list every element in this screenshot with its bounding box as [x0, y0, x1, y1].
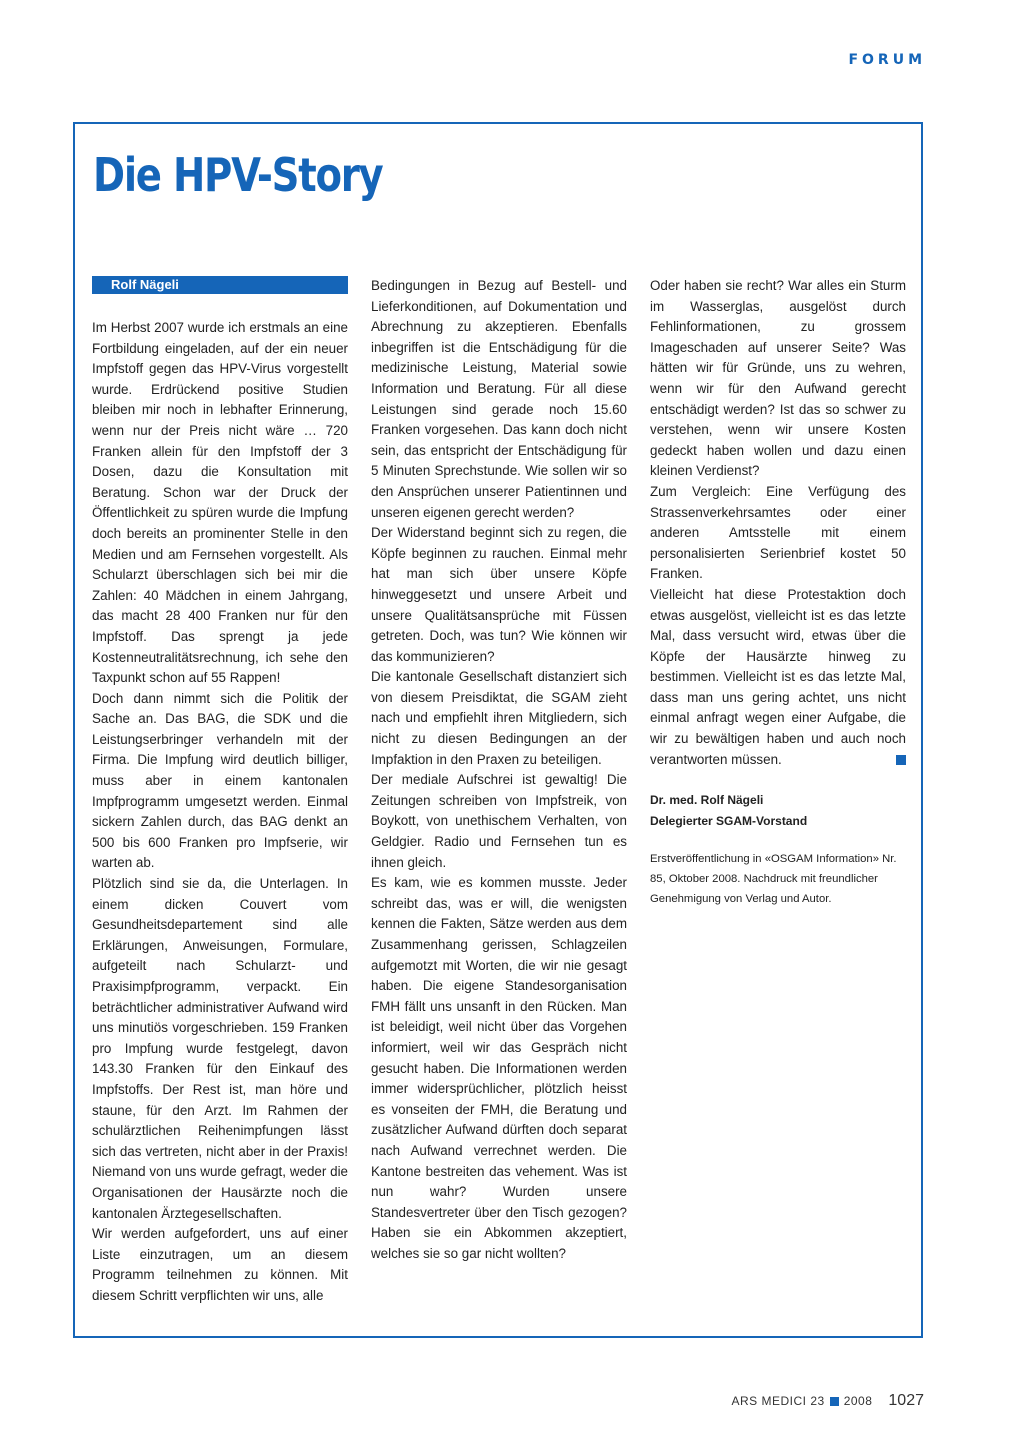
paragraph: Der Widerstand beginnt sich zu regen, die Köpfe beginnen zu rauchen. Einmal mehr hat man sich über unsere Köpfe hinweggesetzt und unsere Arbeit und unsere Qualitätsansprüche mit Füssen getreten. Doch, was tun? Wie können wir das kommunizieren? — [371, 525, 627, 664]
end-square-icon — [896, 755, 906, 765]
column-2 — [371, 276, 627, 1265]
column-3 — [650, 276, 906, 909]
paragraph: Doch dann nimmt sich die Politik der Sache an. Das BAG, die SDK und die Leistungserbringer verhandeln mit der Firma. Die Impfung wird deutlich billiger, muss aber in einem kantonalen Impfprogramm umgesetzt werden. Einmal sickern Zahlen durch, das BAG denkt an 500 bis 600 Franken pro Impfserie, wir warten ab. — [92, 690, 348, 871]
paragraph: Wir werden aufgefordert, uns auf einer Liste einzutragen, um an diesem Programm teilnehmen zu können. Mit diesem Schritt verpflichten wir uns, alle — [92, 1226, 348, 1303]
paragraph: Die kantonale Gesellschaft distanziert sich von diesem Preisdiktat, die SGAM zieht nach und empfiehlt ihren Mitgliedern, sich nicht zu diesen Bedingungen an der Impfaktion in den Praxen zu beteiligen. — [371, 669, 627, 767]
page-footer — [732, 1392, 925, 1410]
column-1 — [92, 276, 348, 1307]
last-paragraph-text: Vielleicht hat diese Protestaktion doch etwas ausgelöst, vielleicht ist es das letzte Mal, dass versucht wird, etwas über die Köpfe der Hausärzte hinweg zu bestimmen. Vielleicht ist es das letzte Mal, dass man uns gering achtet, uns nicht einmal anfragt wegen einer Aufgabe, die wir zu bewältigen haben und auch noch verantworten müssen. — [650, 586, 906, 767]
section-label: FORUM — [848, 52, 926, 68]
paragraph: Bedingungen in Bezug auf Bestell- und Lieferkonditionen, auf Dokumentation und Abrechnung zu akzeptieren. Ebenfalls inbegriffen ist die Entschädigung für die medizinische Leistung, Material sowie Information und Beratung. Für all diese Leistungen sind gerade noch 15.60 Franken vorgesehen. Das kann doch nicht sein, das entspricht der Entschädigung für 5 Minuten Sprechstunde. Wie sollen wir so den Ansprüchen unserer Patientinnen und unseren eigenen gerecht werden? — [371, 278, 627, 520]
square-separator-icon — [830, 1397, 839, 1406]
article-title: Die HPV-Story — [93, 148, 383, 202]
page-number: 1027 — [888, 1392, 924, 1409]
paragraph: Oder haben sie recht? War alles ein Sturm im Wasserglas, ausgelöst durch Fehlinformationen, zu grossem Imageschaden auf unserer Seite? Was hätten wir für Gründe, uns zu wehren, wenn wir für den Aufwand gerecht entschädigt werden? Ist das so schwer zu verstehen, wenn wir unsere Kosten gedeckt haben wollen und dazu einen kleinen Verdienst? — [650, 278, 906, 479]
paragraph: Es kam, wie es kommen musste. Jeder schreibt das, was er will, die wenigsten kennen die Fakten, Sätze werden aus dem Zusammenhang gerissen, Schlagzeilen aufgemotzt mit Worten, die wir nie gesagt haben. Die eigene Standesorganisation FMH fällt uns unsanft in den Rücken. Man ist beleidigt, weil nicht über das Vorgehen informiert, weil wir das Gespräch nicht gesucht haben. Die Informationen werden immer widersprüchlicher, plötzlich heisst es vonseiten der FMH, die Beratung und zusätzlicher Aufwand dürften doch separat nach Aufwand verrechnet werden. Die Kantone bestreiten das vehement. Was ist nun wahr? Wurden unsere Standesvertreter über den Tisch gezogen? Haben sie ein Abkommen akzeptiert, welches sie so gar nicht wollten? — [371, 875, 627, 1261]
paragraph: Plötzlich sind sie da, die Unterlagen. In einem dicken Couvert vom Gesundheitsdepartement sind alle Erklärungen, Anweisungen, Formulare, aufgeteilt nach Schularzt- und Praxisimpfprogramm, verpackt. Ein beträchtlicher administrativer Aufwand wird uns minutiös vorgeschrieben. 159 Franken pro Impfung wurde festgelegt, davon 143.30 Franken für den Einkauf des Impfstoffs. Der Rest ist, man höre und staune, für den Arzt. Im Rahmen der schulärztlichen Reihenimpfungen lässt sich das vertreten, nicht aber in der Praxis! Niemand von uns wurde gefragt, weder die Organisationen der Hausärzte noch die kantonalen Ärztegesellschaften. — [92, 876, 348, 1221]
paragraph: Der mediale Aufschrei ist gewaltig! Die Zeitungen schreiben von Impfstreik, von Boykott, von unethischem Verhalten, von Geldgier. Radio und Fernsehen tun es ihnen gleich. — [371, 772, 627, 870]
paragraph-last — [650, 585, 906, 770]
signature-role: Delegierter SGAM-Vorstand — [650, 813, 808, 828]
signature-name: Dr. med. Rolf Nägeli — [650, 793, 764, 808]
author-bar: Rolf Nägeli — [92, 276, 348, 294]
journal-name: ARS MEDICI 23 — [731, 1394, 825, 1408]
issue-year: 2008 — [843, 1394, 873, 1408]
paragraph: Zum Vergleich: Eine Verfügung des Strassenverkehrsamtes oder einer anderen Amtsstelle mit einem personalisierten Serienbrief kostet 50 Franken. — [650, 483, 906, 582]
publication-note: Erstveröffentlichung in «OSGAM Information» Nr. 85, Oktober 2008. Nachdruck mit freundlicher Genehmigung von Verlag und Autor. — [650, 853, 897, 906]
paragraph: Im Herbst 2007 wurde ich erstmals an eine Fortbildung eingeladen, auf der ein neuer Impfstoff gegen das HPV-Virus vorgestellt wurde. Erdrückend positive Studien bleiben mir noch in lebhafter Erinnerung, wenn nur der Preis nicht wäre … 720 Franken allein für den Impfstoff der 3 Dosen, dazu die Konsultation mit Beratung. Schon war der Druck der Öffentlichkeit zu spüren wurde die Impfung doch bereits an prominenter Stelle in den Medien und am Fernsehen vorgestellt. Als Schularzt überschlagen sich bei mir die Zahlen: 40 Mädchen in einem Jahrgang, das macht 28 400 Franken nur für den Impfstoff. Das sprengt ja jede Kostenneutralitätsrechnung, ich sehe den Taxpunkt schon auf 55 Rappen! — [92, 320, 348, 686]
article-frame — [73, 122, 923, 1338]
signature — [650, 790, 906, 831]
